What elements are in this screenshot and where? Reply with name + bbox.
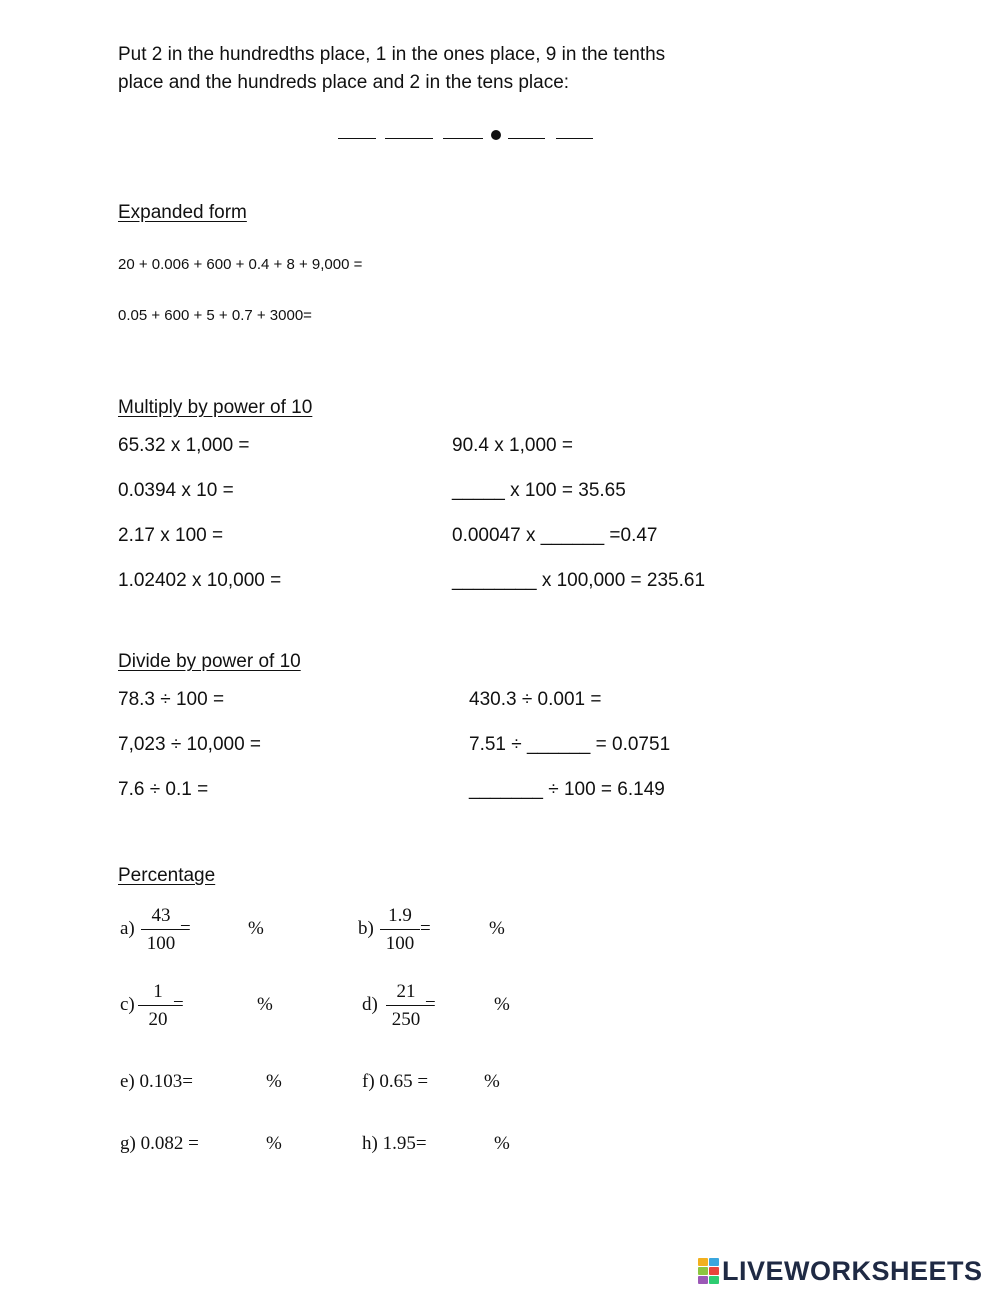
percent-a-fraction [139,905,183,955]
percent-g-sign[interactable]: % [266,1133,282,1154]
percent-e-question: e) 0.103= [120,1071,193,1092]
fraction-bar [380,929,420,930]
divide-right-1: 430.3 ÷ 0.001 = [469,689,602,710]
logo-block [698,1267,708,1275]
percent-e-sign[interactable]: % [266,1071,282,1092]
percent-f-question: f) 0.65 = [362,1071,429,1092]
divide-left-1: 78.3 ÷ 100 = [118,689,225,710]
logo-block [698,1258,708,1266]
intro-line-2: place and the hundreds place and 2 in the tens place: [118,72,570,93]
percent-c-numerator: 1 [153,981,163,1002]
percentage-heading: Percentage [118,865,216,886]
percent-d-numerator: 21 [396,981,416,1002]
multiply-left-4: 1.02402 x 10,000 = [118,570,282,591]
intro-line-1: Put 2 in the hundredths place, 1 in the ones place, 9 in the tenths [118,44,666,65]
multiply-left-3: 2.17 x 100 = [118,525,224,546]
fraction-bar [386,1005,426,1006]
percent-a-equals: = [180,918,191,939]
percent-b-equals: = [420,918,431,939]
multiply-right-4: ________ x 100,000 = 235.61 [452,570,706,591]
divide-right-3: _______ ÷ 100 = 6.149 [469,779,665,800]
multiply-heading: Multiply by power of 10 [118,397,313,418]
percent-d-sign[interactable]: % [494,994,510,1015]
logo-block [709,1276,719,1284]
percent-g-question: g) 0.082 = [120,1133,199,1154]
percent-d-equals: = [425,994,436,1015]
expanded-form-heading: Expanded form [118,202,247,223]
percent-c-equals: = [173,994,184,1015]
multiply-left-1: 65.32 x 1,000 = [118,435,250,456]
percent-b-fraction [378,905,422,955]
fraction-bar [141,929,181,930]
percent-b-denominator: 100 [385,933,415,954]
multiply-left-2: 0.0394 x 10 = [118,480,234,501]
percent-h-sign[interactable]: % [494,1133,510,1154]
hundredths-blank[interactable] [556,138,593,139]
expanded-question-2: 0.05 + 600 + 5 + 0.7 + 3000= [118,307,312,324]
percent-a-denominator: 100 [146,933,176,954]
fraction-bar [138,1005,178,1006]
divide-heading: Divide by power of 10 [118,651,301,672]
tenths-blank[interactable] [508,138,545,139]
decimal-point [491,130,501,140]
logo-text: LIVEWORKSHEETS [722,1255,983,1286]
percent-b-numerator: 1.9 [388,905,412,926]
liveworksheets-logo[interactable] [698,1256,983,1286]
logo-blocks-icon [698,1258,719,1284]
percent-d-label: d) [362,994,378,1015]
tens-blank[interactable] [385,138,433,139]
percent-a-label: a) [120,918,135,939]
percent-b-sign[interactable]: % [489,918,505,939]
percent-d-denominator: 250 [391,1009,421,1030]
hundreds-blank[interactable] [338,138,376,139]
logo-block [709,1267,719,1275]
multiply-right-2: _____ x 100 = 35.65 [452,480,626,501]
logo-block [709,1258,719,1266]
percent-a-numerator: 43 [151,905,171,926]
expanded-question-1: 20 + 0.006 + 600 + 0.4 + 8 + 9,000 = [118,256,363,273]
divide-left-3: 7.6 ÷ 0.1 = [118,779,209,800]
percent-c-label: c) [120,994,135,1015]
logo-block [698,1276,708,1284]
percent-a-sign[interactable]: % [248,918,264,939]
percent-c-denominator: 20 [148,1009,168,1030]
percent-f-sign[interactable]: % [484,1071,500,1092]
divide-left-2: 7,023 ÷ 10,000 = [118,734,262,755]
multiply-right-3: 0.00047 x ______ =0.47 [452,525,658,546]
divide-right-2: 7.51 ÷ ______ = 0.0751 [469,734,671,755]
percent-d-fraction [384,981,428,1031]
percent-c-sign[interactable]: % [257,994,273,1015]
percent-h-question: h) 1.95= [362,1133,427,1154]
ones-blank[interactable] [443,138,483,139]
percent-b-label: b) [358,918,374,939]
multiply-right-1: 90.4 x 1,000 = [452,435,573,456]
